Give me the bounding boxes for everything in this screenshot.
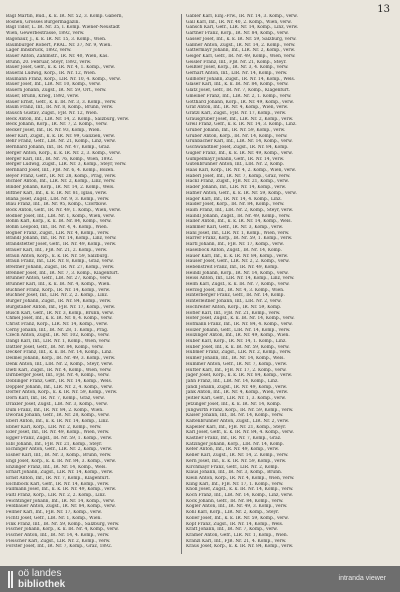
register-entry: Koller Josef, Inf., k. k. IR. Nr. 59, Komp., verw. — [186, 515, 289, 521]
register-entry: Brandstetter Josef, Gefr., IR. Nr. 49, Komp., verw. — [6, 242, 117, 248]
logo-line-2: bibliothek — [18, 579, 66, 590]
register-entry: Eichinger Anton, Gefr., LIR. Nr. 2, Komp., verw. — [6, 447, 113, 453]
register-entry: Bauer Anton, Zahlmstr., IR. Nr. 40, Wien, Kas. — [6, 53, 109, 59]
register-entry: Kling Karl, Inf., FJB. Nr. 17, 1. Komp., verw. — [186, 481, 284, 487]
register-entry: Haider Josef, Korp., IR. Nr. 84, Komp., verw. — [186, 202, 285, 208]
register-entry: Bauer, Brünn, Krieg, 1892, verw. — [6, 93, 80, 99]
register-entry: Hinterberger Franz, Gefr., IR. Nr. 14, Komp. — [186, 293, 285, 299]
right-column — [186, 14, 392, 562]
register-entry: Kramer Anton, Gefr., LIR. Nr. 1, Komp., Wien. — [186, 532, 289, 538]
register-entry: Haindl Johann, Zugsf., IR. Nr. 49, Komp., verw. — [186, 213, 291, 219]
register-entry: Bittner Karl, Inf., k. k. IR. Nr. 81, Iglau, verw. — [6, 190, 108, 196]
register-entry: Baum Franz, Inf., IR. Nr. 8, Komp., Brünn, verw. — [6, 105, 114, 111]
register-entry: Fink Franz, Inf., IR. Nr. 59, Komp., Salzburg, verw. — [6, 521, 120, 527]
register-entry: Bagl Tidor, L. IR. Nr. 35, I. Komp. Wiener-Neustadt — [6, 25, 120, 31]
register-entry: Hanl Josef, Inf., LIR. Nr. 1, Komp., Wien, verw. — [186, 230, 290, 236]
register-entry: Hafner Anton, Gefr., k. k. IR. Nr. 59, Komp., verw. — [186, 190, 297, 196]
register-entry: Denk Anton, Inf., LIR. Nr. 2, Komp., Steyr, verw. — [6, 361, 114, 367]
register-entry: Bauer Ernst, Gefr., k. k. IR. Nr. 3, 3. Komp., verw. — [6, 99, 117, 105]
register-entry: Grausgruber Josef, Inf., LIR. Nr. 2, Komp., verw. — [186, 116, 294, 122]
register-entry: Humer Johann, Inf., IR. Nr. 14, Komp., Wels. — [186, 356, 285, 362]
register-entry: Kaltenbrunner Anton, Zugsf., LIR. Nr. 2, verw. — [186, 418, 290, 424]
register-entry: Baumburger Robert, PRAL. Nr. 37, Nr. 9, Wien. — [6, 42, 112, 48]
register-entry: Holzinger Anton, Inf., IR. Nr. 49, Komp., Wien. — [186, 333, 290, 339]
register-entry: Brunn, 20. Februar, Steyr, 1892, verw. — [6, 59, 92, 65]
register-entry: Binder Johann, Korp., IR. Nr. 14, 2. Komp., Wels. — [6, 185, 115, 191]
register-entry: Keller Karl, Zugsf., IR. Nr. 14, 2. Komp., verw. — [186, 453, 289, 459]
register-entry: Brunner Anton, Gefr., LIR. Nr. 27, Komp., verw. — [6, 276, 112, 282]
register-entry: Geißler Josef, Korp., IR. Nr. 3, 4. Komp., verw. — [186, 65, 289, 71]
register-entry: Hauser Josef, Gefr., LIR. Nr. 2, 2. Komp., verw. — [186, 259, 290, 265]
register-entry: Baumann Franz, Korp., LIR. Nr. 10, 4. Komp., verw. — [6, 76, 121, 82]
register-entry: Engl Josef, Korp., k. k. IR. Nr. 84, 3. Komp., verw. — [6, 458, 117, 464]
register-entry: Bauer Josef, Gefr., k. k. IR. Nr. 4, 1. Komp., verw. — [6, 65, 116, 71]
register-entry: Behr Franz, Gefr., LIR. Nr. 21, Komp., Linz, verw. — [6, 139, 116, 145]
register-entry: Gaßner Anton, Zugsf., IR. Nr. 14, 2. Komp., verw. — [186, 42, 296, 48]
register-entry: Deimel Johann, Korp., IR. Nr. 49, 3. Komp., verw. — [6, 356, 116, 362]
column-divider — [181, 14, 182, 554]
register-entry: Burger Johann, Zugsf., IR. Nr. 84, Komp., verw. — [6, 299, 112, 305]
register-entry: Gruber Johann, Inf., IR. Nr. 59, Komp., verw. — [186, 128, 286, 134]
register-entry: Gabler Karl, Einj.-Frw., IR. Nr. 14, 3. Komp., verw. — [186, 14, 298, 19]
register-entry: Cerny Johann, Inf., IR. Nr. 28, 1. Komp., Prag. — [6, 327, 109, 333]
register-entry: Karl Josef, Gefr., k. k. IR. Nr. 84, 4. Komp., verw. — [186, 430, 294, 436]
register-entry: Jäger Josef, Korp., k. k. IR. Nr. 84, Komp., verw. — [186, 373, 293, 379]
register-entry: Heiss Anton, Inf., LIR. Nr. 14, Komp., Linz, verw. — [186, 276, 295, 282]
register-entry: Dangl Karl, Inf., LIR. Nr. 1, Komp., Wien, verw. — [6, 339, 111, 345]
register-entry: Gillhofer Johann, Zugsf., IR. Nr. 14, Komp., Wels. — [186, 76, 296, 82]
register-entry: Bernhard Johann, Inf., IR. Nr. 47, Komp., Graz. — [6, 145, 111, 151]
register-entry: Haim Franz, Inf., LIR. Nr. 2, Komp., Steyr, verw. — [186, 207, 294, 213]
register-entry: Huber Karl, Korp., IR. Nr. 14, 1. Komp., Linz. — [186, 339, 287, 345]
register-entry: Fischer Anton, Inf., IR. Nr. 14, 4. Komp., verw. — [6, 532, 110, 538]
register-entry: Kapeller Karl, Inf., FJB. Nr. 21, Komp., Steyr. — [186, 424, 287, 430]
register-entry: Brunner Karl, Inf., k. k. IR. Nr. 4, Komp., Wien. — [6, 282, 111, 288]
register-entry: Hager Karl, Inf., IR. Nr. 14, 4. Komp., Linz. — [186, 196, 282, 202]
register-entry: Bichler Anton, Inf., LIR. Nr. 2, Komp., Linz, verw. — [6, 179, 116, 185]
register-entry: Fellner Karl, Inf., FJB. Nr. 17, Komp., verw. — [6, 510, 102, 516]
register-entry: Bauern Johann, Zugsf., IR. Nr. 59, Ort., verw. — [6, 88, 107, 94]
register-entry: Haas Karl, Korp., IR. Nr. 4, 2. Komp., Wien, verw. — [186, 167, 297, 173]
register-entry: Haller Anton, Inf., k. k. IR. Nr. 14, Komp., Wels. — [186, 219, 292, 225]
register-entry: Jetzinger Josef, Inf., k. k. IR. Nr. 14, Komp. — [186, 401, 282, 407]
register-entry: Hauer Karl, Inf., k. k. IR. Nr. 84, Komp., verw. — [186, 253, 289, 259]
register-entry: Glatz Josef, Gefr., IR. Nr. 7, Komp., Klagenfurt. — [186, 88, 291, 94]
register-entry: Gumpelmayr Johann, Gefr., IR. Nr. 14, verw. — [186, 156, 285, 162]
register-entry: Berger Anton, Korp., k. k. IR. Nr. 2, 3. Komp., verw. — [6, 150, 121, 156]
register-entry: Kohl Karl, Korp., LIR. Nr. 2, Komp., Steyr. — [186, 510, 280, 516]
register-entry: Hammer Karl, Gefr., IR. Nr. 3, Komp., verw. — [186, 225, 284, 231]
register-entry: Dworak Johann, Gefr., IR. Nr. 28, Komp., verw. — [6, 413, 110, 419]
register-entry: Christ Franz, Korp., LIR. Nr. 14, Komp., verw. — [6, 321, 108, 327]
register-entry: Jank Anton, Inf., IR. Nr. 4, Komp., Wien, verw. — [186, 390, 289, 396]
register-entry: Decker Franz, Inf., k. k. IR. Nr. 14, Komp., Linz. — [6, 350, 113, 356]
register-entry: Dirnberger Josef, Inf., FJB. Nr. 4, Komp., verw. — [6, 373, 110, 379]
register-entry: Gutenbrunner Anton, Inf., LIR. Nr. 2, Komp. — [186, 162, 285, 168]
register-entry: Holzer Johann, Gefr., LIR. Nr. 14, Komp., verw. — [186, 327, 291, 333]
register-entry: Hummer Anton, Gefr., IR. Nr. 7, Komp., verw. — [186, 361, 288, 367]
register-entry: Brandl Johann, Inf., IR. Nr. 14, Komp., Linz, verw. — [6, 236, 117, 242]
register-entry: Gratzl Karl, Zugsf., FJB. Nr. 17, Komp., verw. — [186, 110, 287, 116]
register-entry: Bosnen, Grosses Bürgermagazin. — [6, 19, 80, 25]
register-entry: Berger Ludwig, Zugsf., LIR. Nr. 3, Komp., Steyr, verw. — [6, 162, 127, 168]
register-entry: Kefer Anton, Inf., IR. Nr. 49, Komp., verw. — [186, 447, 280, 453]
register-entry: Braun Franz, Inf., LIR. Nr. 8, Komp., Graz, verw. — [6, 259, 114, 265]
register-entry: Höfler Karl, Inf., FJB. Nr. 21, Komp., verw. — [186, 310, 281, 316]
register-entry: Hackl Franz, Zugsf., FJB. Nr. 21, Komp., verw. — [186, 179, 289, 185]
page-number: 13 — [377, 4, 390, 15]
register-entry: Becker Josef, Inf., IR. Nr. 93, Komp., Wien. — [6, 128, 102, 134]
register-entry: Kirchmayr Franz, Gefr., LIR. Nr. 2, Komp. — [186, 464, 279, 470]
register-entry: Helm Karl, Zugsf., k. k. IR. Nr. 7, Komp., verw. — [186, 282, 290, 288]
register-entry: Dietl Karl, Zugsf., IR. Nr. 4, Komp., Wien, verw. — [6, 367, 112, 373]
register-entry: Hebenstreit Franz, Inf., IR. Nr. 49, Komp. — [186, 264, 279, 270]
register-entry: Knoll Josef, Zugsf., k. k. IR. Nr. 14, Komp., verw. — [186, 487, 294, 493]
register-entry: Heindl Johann, Korp., IR. Nr. 14, Komp., verw. — [186, 270, 289, 276]
register-entry: Haberl Josef, Inf., IR. Nr. 7, Komp., Graz, verw. — [186, 173, 291, 179]
register-entry: Kastner Franz, Inf., IR. Nr. 7, Komp., Graz. — [186, 436, 282, 442]
register-entry: Faltl Franz, Korp., LIR. Nr. 2, 2. Komp., Linz. — [6, 493, 107, 499]
register-entry: Blau Franz, Inf., IR. Nr. 95, Komp., Czortkow. — [6, 202, 108, 208]
register-entry: Geiger Karl, Gefr., IR. Nr. 49, Komp., Wien, verw. — [186, 53, 296, 59]
register-entry: Egger Franz, Zugsf., IR. Nr. 59, 1. Komp., verw. — [6, 436, 113, 442]
register-entry: Gasser Josef, Inf., k. k. IR. Nr. 59, Salzburg, verw. — [186, 36, 297, 42]
register-entry: Gansch Karl, Gefr., LIR. Nr. 14, Komp., Linz, verw. — [186, 25, 299, 31]
register-entry: Kern Josef, Inf., k. k. IR. Nr. 59, Komp., verw. — [186, 458, 287, 464]
register-entry: Kranzl Karl, Inf., FJB. Nr. 21, 4. Komp., verw. — [186, 538, 287, 544]
register-entry: Hader Johann, Inf., LIR. Nr. 14, Komp., verw. — [186, 185, 287, 191]
left-column — [6, 14, 176, 562]
register-entry: Harrer Franz, Korp., IR. Nr. 59, 1. Komp., verw. — [186, 236, 293, 242]
register-entry: Ebner Karl, Korp., LIR. Nr. 2, Komp., verw. — [6, 424, 102, 430]
register-entry: Czech Anton, Zugsf., IR. Nr. 102, Komp., verw. — [6, 333, 110, 339]
register-entry: Hochreiter Anton, Korp., IR. Nr. 59, Komp. — [186, 304, 282, 310]
register-entry: Doppler Johann, Inf., LIR. Nr. 2, 4. Komp., verw. — [6, 384, 113, 390]
viewer-footer — [0, 566, 400, 592]
register-entry: Bauer Josef, Inf., LIR. Nr. 10, Komp., verw. — [6, 82, 101, 88]
register-entry: Draxler Josef, Zugsf., LIR. Nr. 3, Komp., verw. — [6, 401, 108, 407]
register-entry: Gattermayr Johann, Inf., LIR. Nr. 2, Komp., verw. — [186, 48, 296, 54]
register-entry: Jeitler Karl, Gefr., LIR. Nr. 1, 3. Komp., verw. — [186, 396, 286, 402]
register-entry: Fichtl Josef, Gefr., LIR. Nr. 1, Komp., Wien. — [6, 515, 102, 521]
library-logo[interactable] — [8, 568, 118, 590]
register-entry: Eschlböck Karl, Gefr., IR. Nr. 14, Komp., verw. — [6, 481, 110, 487]
register-entry: Hofmann Franz, Inf., IR. Nr. 84, 4. Komp., verw. — [186, 321, 293, 327]
register-entry: Kopf Franz, Zugsf., IR. Nr. 14, Komp., Wels. — [186, 521, 284, 527]
register-entry: Dorfer Anton, Korp., k. k. IR. Nr. 59, Komp., verw. — [6, 390, 118, 396]
register-entry: Breitner Johann, Zugsf., IR. Nr. 27, Komp., verw. — [6, 264, 115, 270]
register-entry: Buchner Josef, Inf., LIR. Nr. 2, 2. Komp., Linz. — [6, 293, 109, 299]
register-entry: Bodner Josef, Inf., LIR. Nr. 1, Komp., Wien, verw. — [6, 213, 115, 219]
viewer-label[interactable]: intranda viewer — [338, 575, 386, 582]
register-entry: Köck Johann, Gefr., IR. Nr. 84, Komp., verw. — [186, 498, 284, 504]
register-entry: Lager Innsbruck, 1892, verw. — [6, 48, 72, 54]
register-entry: Herzog Josef, Inf., IR. Nr. 4, 3. Komp., Wien. — [186, 287, 285, 293]
register-entry: Jungwirth Franz, Korp., IR. Nr. 59, Komp., verw. — [186, 407, 294, 413]
register-entry: Bagl Martin, Bud., k. k. IR. Nr. 52, 3. Komp. Gabern, — [6, 14, 124, 19]
register-entry: Katzinger Johann, Korp., LIR. Nr. 14, Komp. — [186, 441, 284, 447]
register-entry: Enzinger Franz, Inf., IR. Nr. 14, Komp., Wels. — [6, 464, 107, 470]
register-entry: Greil Franz, Gefr., k. k. IR. Nr. 14, 3. Komp., Linz. — [186, 122, 297, 128]
register-entry: Grünbacher Karl, Inf., LIR. Nr. 14, Komp., verw. — [186, 139, 293, 145]
register-entry: Koch Franz, Inf., LIR. Nr. 14, Komp., Linz, verw. — [186, 493, 293, 499]
register-entry: Buchner Franz, Korp., IR. Nr. 14, Komp., verw. — [6, 287, 111, 293]
register-entry: Beck Johann, Korp., IR. Nr. 7, 2. Komp., verw. — [6, 122, 108, 128]
register-entry: Hutter Karl, Inf., FJB. Nr. 17, 2. Komp., verw. — [186, 367, 287, 373]
register-entry: Jahn Franz, Inf., LIR. Nr. 14, Komp., Linz. — [186, 379, 279, 384]
register-entry: Bagonaur, J., k. k. IR. Nr. 15, 3. Komp., Wien. — [6, 36, 107, 42]
register-entry: Forster Josef, Inf., IR. Nr. 7, Komp., Graz, 1892. — [6, 544, 113, 550]
register-entry: Gall Karl, Inf., IR. Nr. 40, 2. Komp., Wien, verw. — [186, 19, 292, 25]
register-entry: Gmeiner Franz, Inf., LIR. Nr. 2, 1. Komp., verw. — [186, 93, 292, 99]
register-entry: Eberl Anton, Inf., k. k. IR. Nr. 14, Komp., Linz. — [6, 418, 110, 424]
register-entry: Geisler Franz, Inf., FJB. Nr. 21, Komp., Steyr. — [186, 59, 287, 65]
register-entry: Brauer Karl, Inf., FJB. Nr. 21, 2. Komp., verw. — [6, 247, 108, 253]
register-entry: Glaser Karl, Inf., k. k. IR. Nr. 84, Komp., verw. — [186, 82, 289, 88]
register-entry: Gruber Anton, Korp., IR. Nr. 14, Komp., verw. — [186, 133, 288, 139]
register-entry: Fallmann Josef, Inf., k. k. IR. Nr. 49, Komp., verw. — [6, 487, 117, 493]
register-entry: Berger Karl, Inf., IR. Nr. 76, Komp., Wien, 1892. — [6, 156, 114, 162]
register-entry: Ernst Anton, Inf., IR. Nr. 7, Komp., Klagenfurt. — [6, 475, 110, 481]
register-entry: Beer Karl, Zugsf., k. k. IR. Nr. 99, Galizien, verw. — [6, 133, 116, 139]
register-entry: Wien, Gewerbestrasse, 1892, verw. — [6, 31, 85, 37]
register-entry: Chmel Josef, Inf., k. k. IR. Nr. 8, 4. Komp., verw. — [6, 316, 113, 322]
register-entry: Graf Anton, Inf., IR. Nr. 4, Komp., Wien, verw. — [186, 105, 289, 111]
register-entry: Fischer Johann, Korp., k. k. IR. Nr. 4, Komp., verw. — [6, 527, 119, 533]
register-entry: Dattler Josef, Gefr., IR. Nr. 84, Komp., verw. — [6, 344, 104, 350]
register-entry: Gotthard Johann, Korp., IR. Nr. 49, Komp., verw. — [186, 99, 294, 105]
register-entry: Böhm Karl, Korp., k. k. IR. Nr. 84, Komp., verw. — [6, 219, 112, 225]
register-entry: Feichtinger Johann, Inf., IR. Nr. 14, Komp., verw. — [6, 498, 115, 504]
register-entry: Haselböck Anton, Zugsf., IR. Nr. 14, Komp. — [186, 247, 282, 253]
register-entry: Braun Anton, Korp., k. k. IR. Nr. 59, Salzburg. — [6, 253, 109, 259]
register-entry: Eibl Johann, Inf., FJB. Nr. 21, Komp., Steyr. — [6, 441, 103, 447]
register-entry: Doblinger Franz, Gefr., IR. Nr. 14, Komp., Wels. — [6, 379, 113, 384]
register-entry: Dum Franz, Inf., IR. Nr. 84, 2. Komp., Wien. — [6, 407, 104, 413]
register-entry: Brenner Josef, Inf., IR. Nr. 7, 3. Komp., Klagenfurt. — [6, 270, 120, 276]
register-entry: Huber Josef, Inf., k. k. IR. Nr. 59, Komp., verw. — [186, 344, 290, 350]
register-entry: Kraus Josef, Korp., k. k. IR. Nr. 84, Komp., verw. — [186, 544, 294, 550]
register-entry: Hinterleitner Johann, Inf., LIR. Nr. 2, verw. — [186, 299, 282, 305]
register-entry: Gerhart Anton, Inf., LIR. Nr. 14, Komp., verw. — [186, 71, 288, 77]
register-entry: Böhm Leopold, Inf., IR. Nr. 4, 4. Komp., Wien. — [6, 225, 109, 231]
register-entry: Eder Josef, Inf., IR. Nr. 49, Komp., Wien, verw. — [6, 430, 110, 436]
register-entry: Burgstaller Anton, Inf., FJB. Nr. 17, Komp., verw. — [6, 304, 116, 310]
register-entry: Klein Anton, Korp., IR. Nr. 4, Komp., Wien, verw. — [186, 475, 295, 481]
register-entry: Gschwandtner Josef, Zugsf., IR. Nr. 84, Komp. — [186, 145, 289, 151]
register-entry: Gugler Franz, Inf., k. k. IR. Nr. 49, Komp., verw. — [186, 150, 293, 156]
register-entry: Busch Karl, Gefr., IR. Nr. 3, Komp., Brünn, verw. — [6, 310, 114, 316]
register-entry: Kogler Anton, Inf., IR. Nr. 49, 3. Komp., verw. — [186, 504, 288, 510]
register-entry: Hofer Josef, Zugsf., k. k. IR. Nr. 14, Komp., verw. — [186, 316, 295, 322]
register-entry: Jandl Johann, Zugsf., IR. Nr. 49, Komp., verw. — [186, 384, 288, 390]
register-entry: Dorn Karl, Inf., IR. Nr. 7, Komp., Graz, verw. — [6, 396, 105, 402]
register-entry: Hartl Johann, Inf., FJB. Nr. 17, Komp., verw. — [186, 242, 285, 248]
register-entry: Feldbauer Anton, Zugsf., IR. Nr. 84, Komp., verw. — [6, 504, 116, 510]
register-entry: Bock Anton, Gefr., IR. Nr. 49, 1. Komp., Wien, verw. — [6, 207, 121, 213]
register-entry: Blaha Josef, Zugsf., LIR. Nr. 9, 3. Komp., verw. — [6, 196, 110, 202]
library-logo-icon — [8, 571, 14, 588]
register-entry: Eisner Karl, Inf., IR. Nr. 3, Komp., Brünn, verw. — [6, 453, 112, 459]
register-entry: Klaus Johann, Inf., IR. Nr. 3, Komp., Brünn. — [186, 470, 283, 476]
register-entry: Beck Anton, Inf., LIR. Nr. 14, 2. Komp., Salzburg, verw. — [6, 116, 130, 122]
register-entry: Gartner Franz, Korp., IR. Nr. 84, Komp., verw. — [186, 31, 289, 37]
register-entry: Hubmer Franz, Zugsf., LIR. Nr. 2, Komp., verw. — [186, 350, 292, 356]
register-entry: Fleischer Karl, Zugsf., LIR. Nr. 2, Komp., verw. — [6, 538, 111, 544]
register-entry: Erhart Johann, Zugsf., LIR. Nr. 14, Komp., verw. — [6, 470, 114, 476]
register-entry: Baueral Ludwig, Korp., IR. Nr. 12, Wien. — [6, 71, 97, 77]
register-entry: Bogner Franz, Zugsf., LIR. Nr. 4, Komp., verw. — [6, 230, 110, 236]
register-entry: Bernhard Josef, Inf., FJB. Nr. 6, 4. Komp., Bozen. — [6, 167, 115, 173]
logo-line-1: oö landes — [18, 568, 62, 579]
register-entry: Kaiser Johann, Inf., IR. Nr. 14, Komp., verw. — [186, 413, 284, 419]
register-entry: Beyer Franz, Gefr., IR. Nr. 28, Komp., Prag, verw. — [6, 173, 117, 179]
register-entry: Kraft Johann, Inf., IR. Nr. 7, Komp., verw. — [186, 527, 278, 533]
register-entry: Bausch Gustav, Zugsf., FJB. Nr. 12, Wien. — [6, 110, 99, 116]
